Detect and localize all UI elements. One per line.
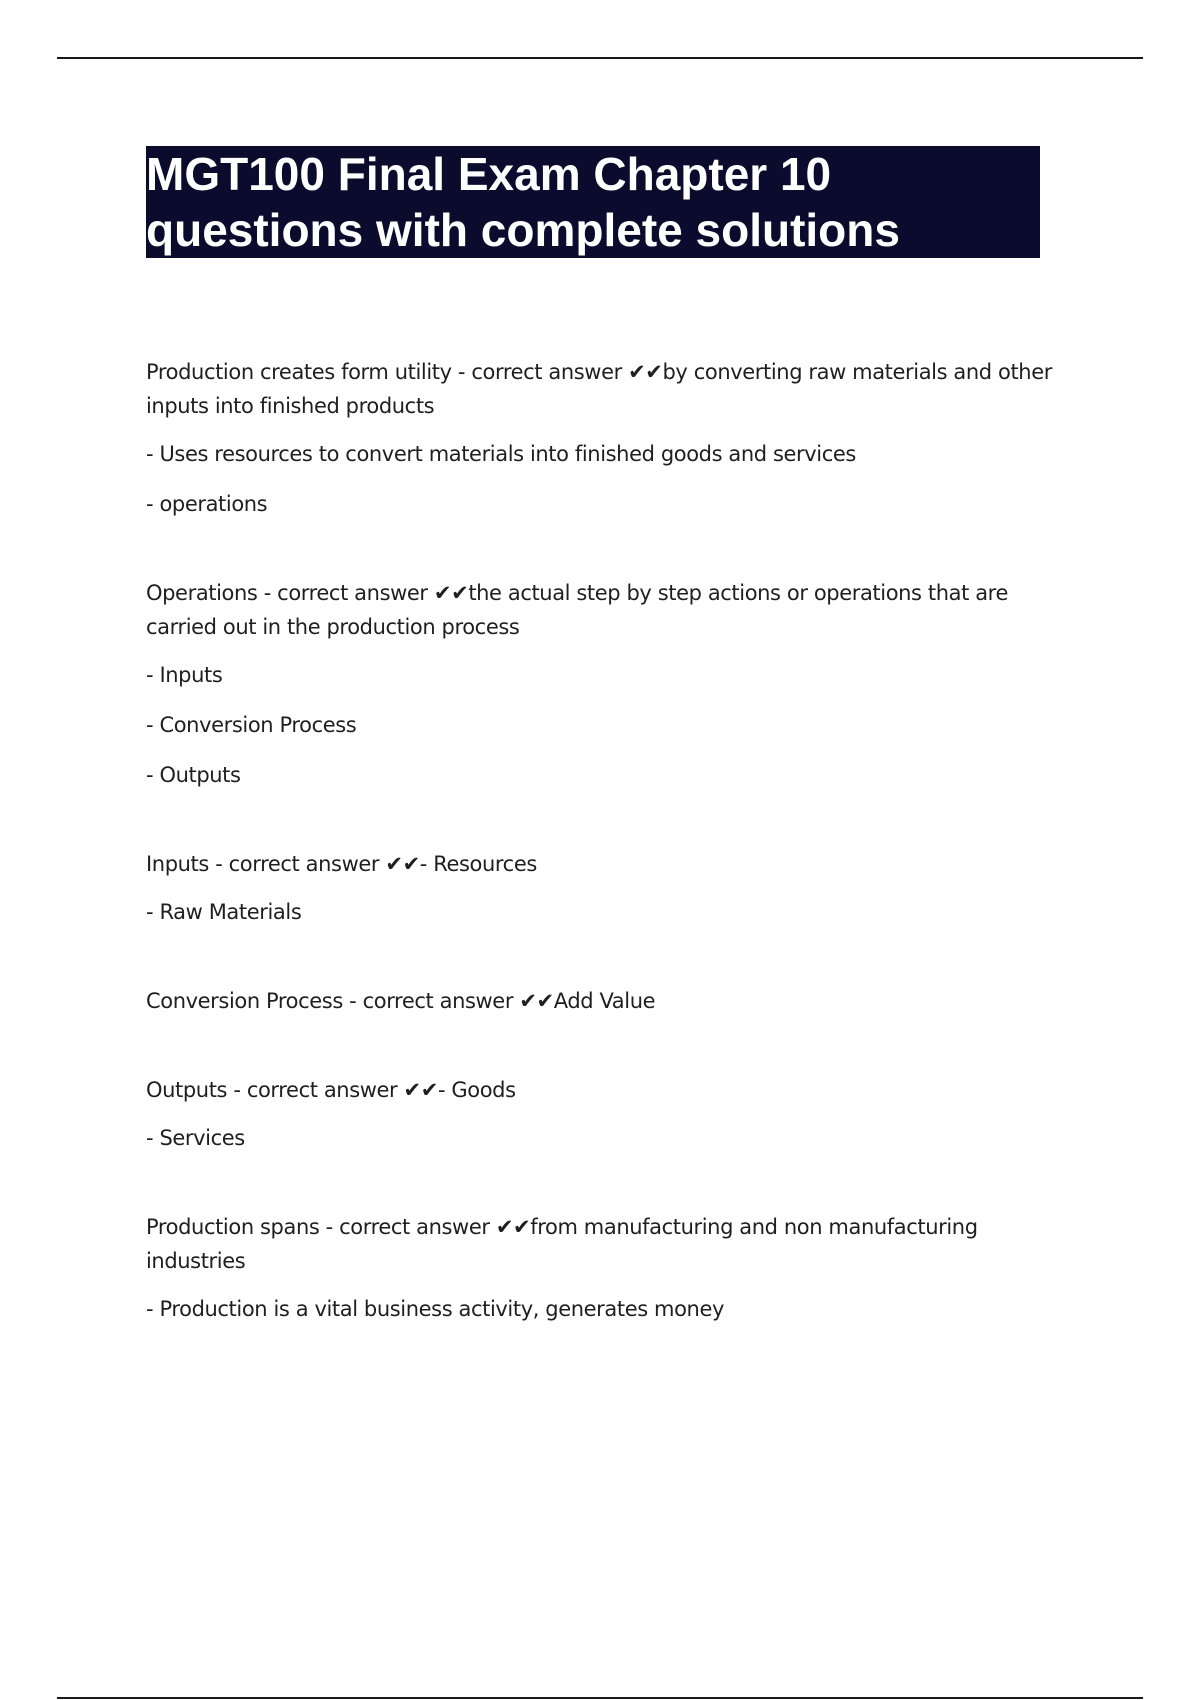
qa-extra: - Raw Materials: [146, 900, 302, 924]
qa-item: [146, 1210, 1066, 1326]
qa-term: Conversion Process: [146, 989, 343, 1013]
qa-answer: - Goods: [437, 1078, 516, 1102]
qa-extra: - Services: [146, 1126, 245, 1150]
qa-extra: - Outputs: [146, 763, 241, 787]
qa-answer: from manufacturing and non manufacturing industries: [146, 1215, 978, 1273]
qa-item: [146, 1073, 1066, 1155]
bottom-rule: [57, 1697, 1143, 1699]
qa-extra: - Inputs: [146, 663, 223, 687]
qa-extra: - operations: [146, 492, 268, 516]
top-rule: [57, 57, 1143, 59]
document-title: [146, 146, 1040, 258]
qa-question: [146, 576, 1066, 644]
qa-answer: the actual step by step actions or operations that are carried out in the production process: [146, 581, 1008, 639]
qa-term: Production creates form utility: [146, 360, 452, 384]
qa-separator: - correct answer ✔✔: [342, 989, 554, 1013]
qa-extra: - Production is a vital business activity, generates money: [146, 1297, 724, 1321]
qa-question: [146, 355, 1066, 423]
qa-list: [146, 355, 1066, 1381]
qa-extra: - Conversion Process: [146, 713, 357, 737]
qa-term: Operations: [146, 581, 258, 605]
qa-term: Production spans: [146, 1215, 320, 1239]
qa-term: Inputs: [146, 852, 209, 876]
qa-separator: - correct answer ✔✔: [208, 852, 420, 876]
qa-item: [146, 355, 1066, 521]
title-line-2: questions with complete solutions: [146, 204, 900, 256]
qa-question: [146, 1073, 1066, 1107]
qa-term: Outputs: [146, 1078, 228, 1102]
qa-separator: - correct answer ✔✔: [227, 1078, 438, 1102]
qa-item: [146, 847, 1066, 929]
qa-question: [146, 1210, 1066, 1278]
qa-separator: - correct answer ✔✔: [451, 360, 663, 384]
qa-question: [146, 847, 1066, 881]
qa-answer: Add Value: [553, 989, 656, 1013]
qa-separator: - correct answer ✔✔: [257, 581, 469, 605]
qa-extra: - Uses resources to convert materials into finished goods and services: [146, 442, 856, 466]
qa-item: [146, 984, 1066, 1018]
qa-answer: by converting raw materials and other inputs into finished products: [146, 360, 1052, 418]
qa-separator: - correct answer ✔✔: [319, 1215, 531, 1239]
title-line-1: MGT100 Final Exam Chapter 10: [146, 148, 832, 200]
qa-answer: - Resources: [419, 852, 537, 876]
qa-question: [146, 984, 1066, 1018]
qa-item: [146, 576, 1066, 792]
